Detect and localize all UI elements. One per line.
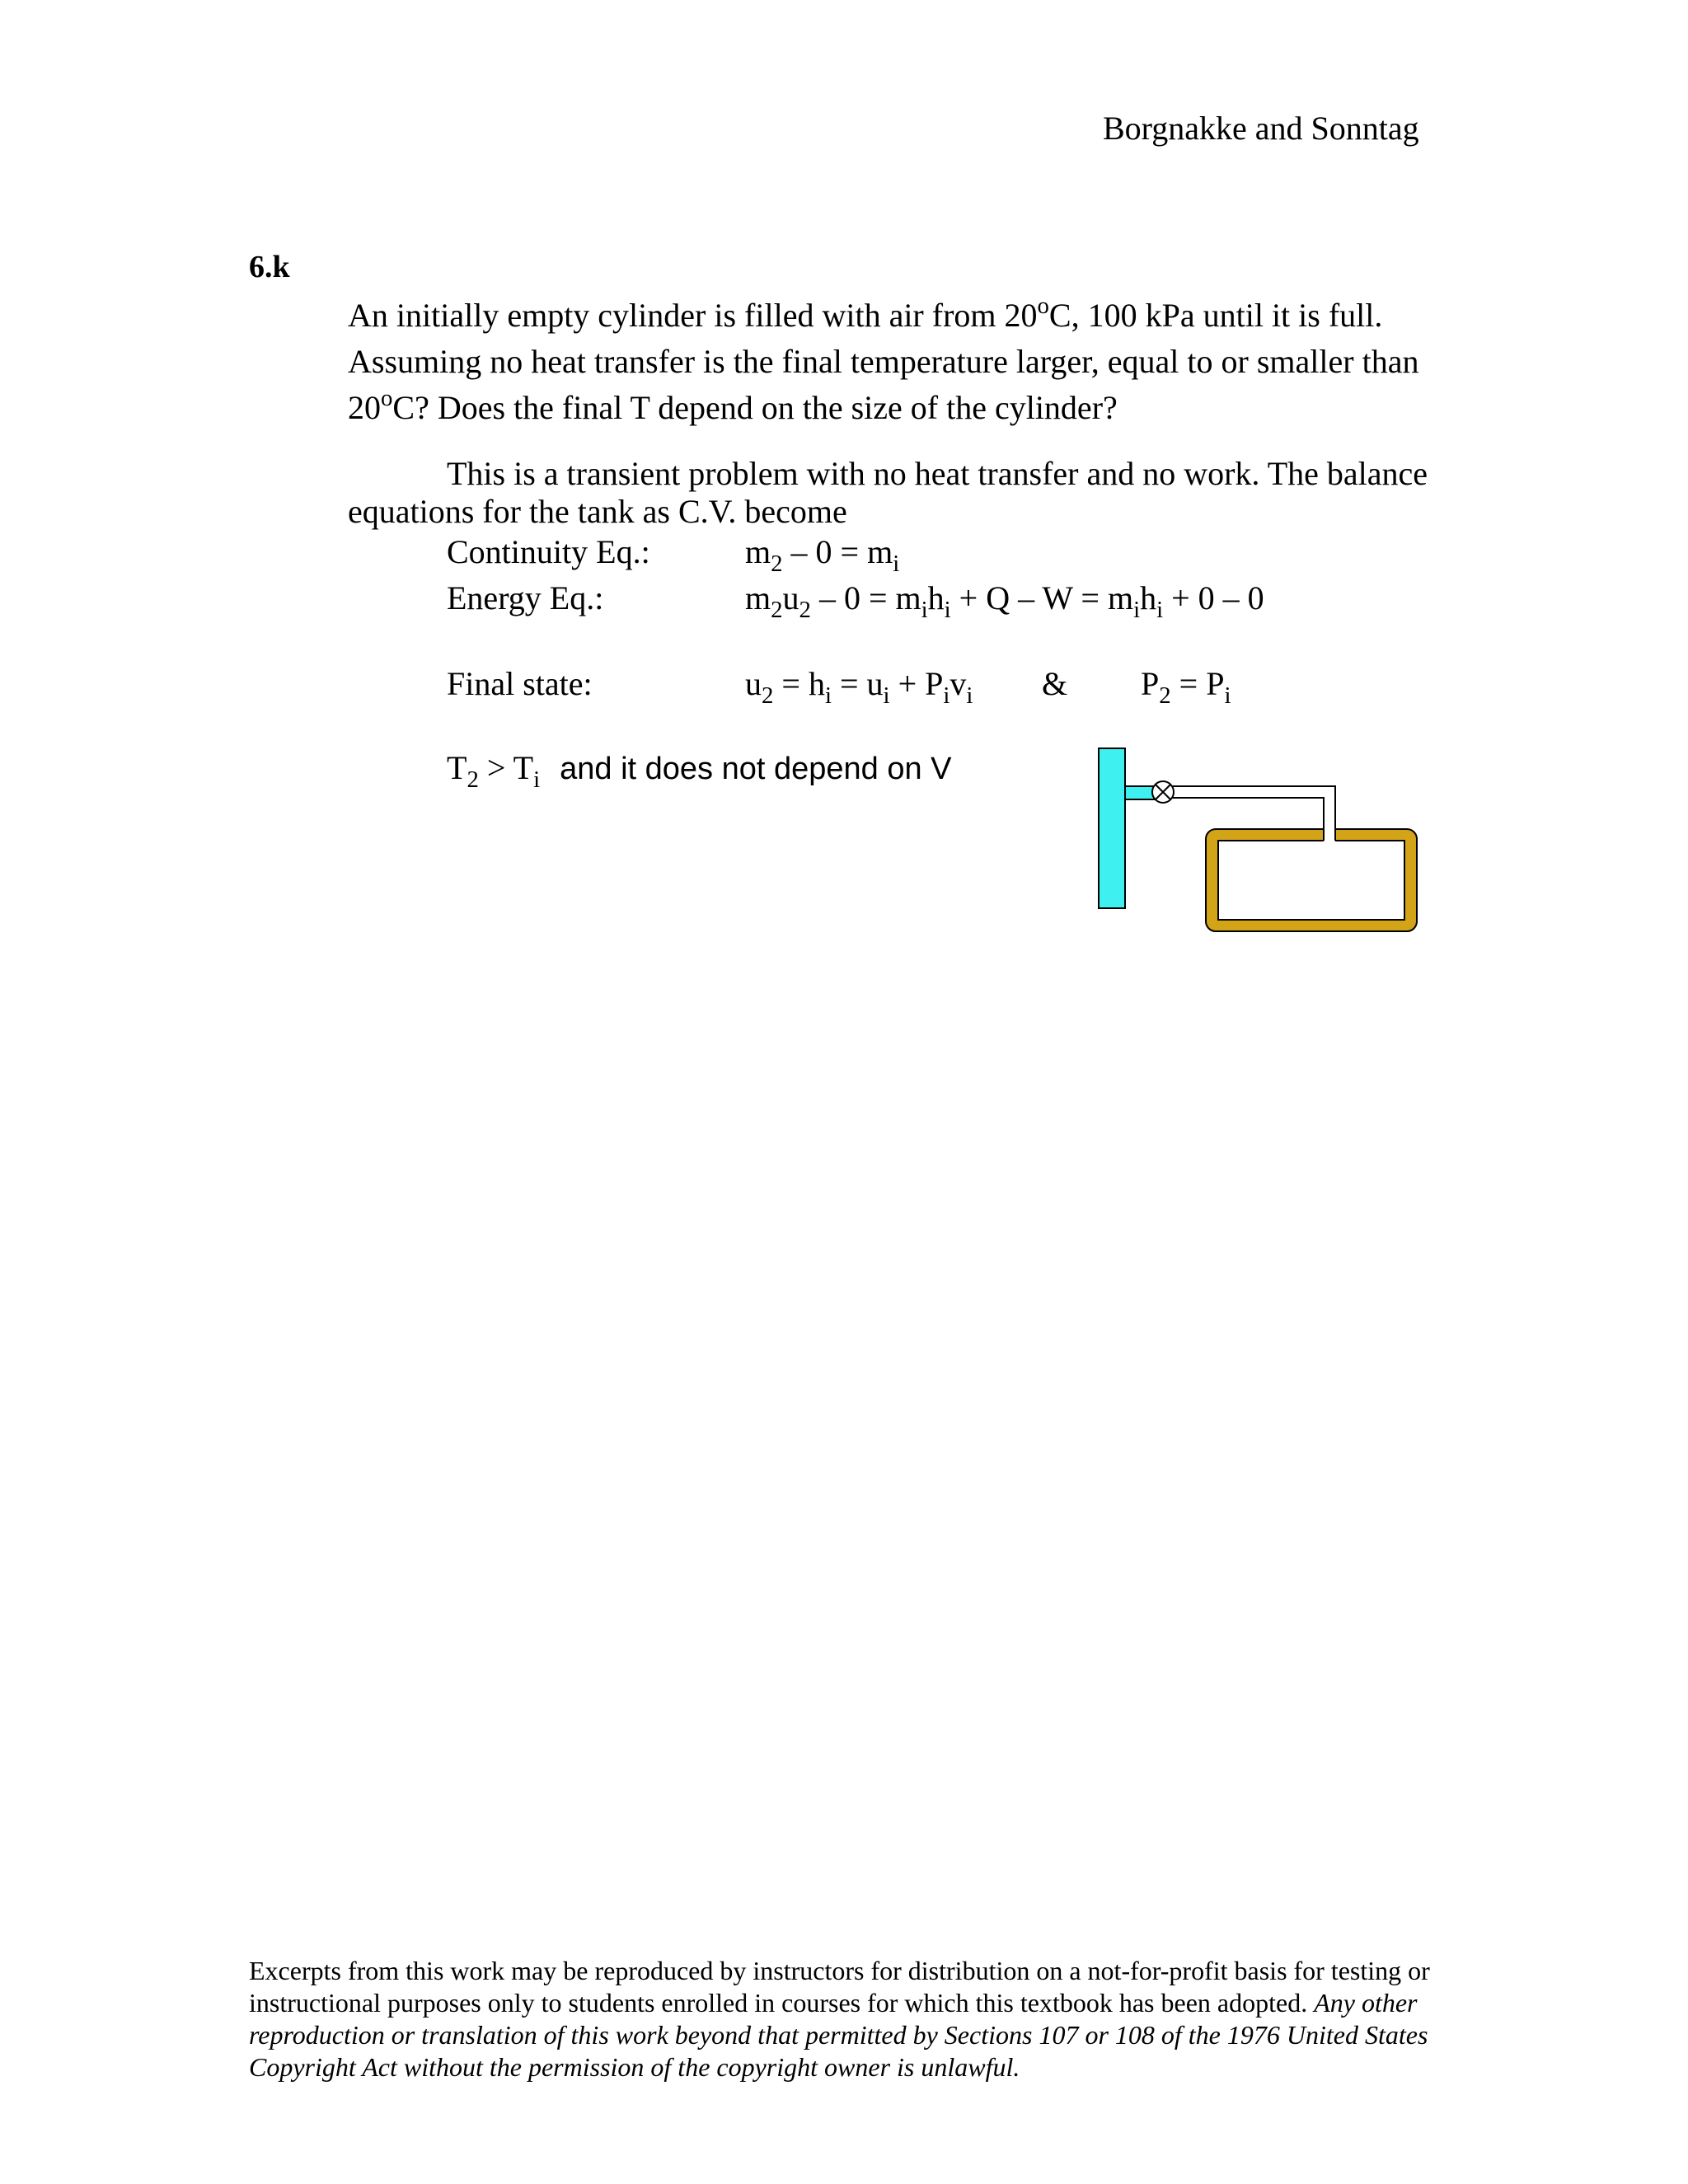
running-header: Borgnakke and Sonntag [1103,110,1419,147]
problem-number: 6.k [249,250,290,284]
solution-intro-line-2: equations for the tank as C.V. become [348,493,847,530]
energy-equation: $m_2u_2 - 0 = m_ih_i + Q - W = m_ih_i + 0 - 0$ [745,579,1264,624]
tank-filling-diagram [1088,742,1434,940]
conclusion [447,748,952,794]
copyright-footer [249,1955,1452,2083]
temperature-inequality: $T_2 > T_i$ [447,749,541,794]
final-state-equation: $u_2 = h_i = u_i + P_iv_i$ [745,665,973,710]
continuity-eq-label: Continuity Eq.: [447,533,650,570]
continuity-equation: $m_2 - 0 = m_i$ [745,533,900,578]
solution-intro [348,455,1444,531]
conclusion-text: and it does not depend on V [560,752,952,786]
energy-eq-label: Energy Eq.: [447,579,604,616]
connecting-pipe [1167,786,1335,834]
solution-intro-line-1: This is a transient problem with no heat transfer and no work. The balance [447,455,1428,492]
footer-italic-text: Any other reproduction or translation of this work beyond that permitted by Sections 107 or 108 of the 1976 United States Copyright Act without the permission of the copyright owner is unlawful. [249,1988,1428,2082]
supply-line [1099,748,1125,908]
problem-line-1: An initially empty cylinder is filled with air from 20$^o$C, 100 kPa until it is full. [348,293,1383,334]
ampersand: & [1042,665,1068,702]
problem-line-3: 20$^o$C? Does the final T depend on the size of the cylinder? [348,385,1118,426]
tank-inlet [1324,827,1335,842]
problem-line-2: Assuming no heat transfer is the final temperature larger, equal to or smaller than [348,343,1419,380]
tank-interior [1218,841,1404,920]
final-state-label: Final state: [447,665,593,702]
pressure-equation: $P_2 = P_i$ [1141,665,1231,710]
problem-statement [348,293,1444,431]
footer-plain-text: Excerpts from this work may be reproduced by instructors for distribution on a not-for-profit basis for testing or instructional purposes only to students enrolled in courses for which this textbook has been adopted. [249,1956,1430,2018]
valve-icon [1152,781,1174,803]
